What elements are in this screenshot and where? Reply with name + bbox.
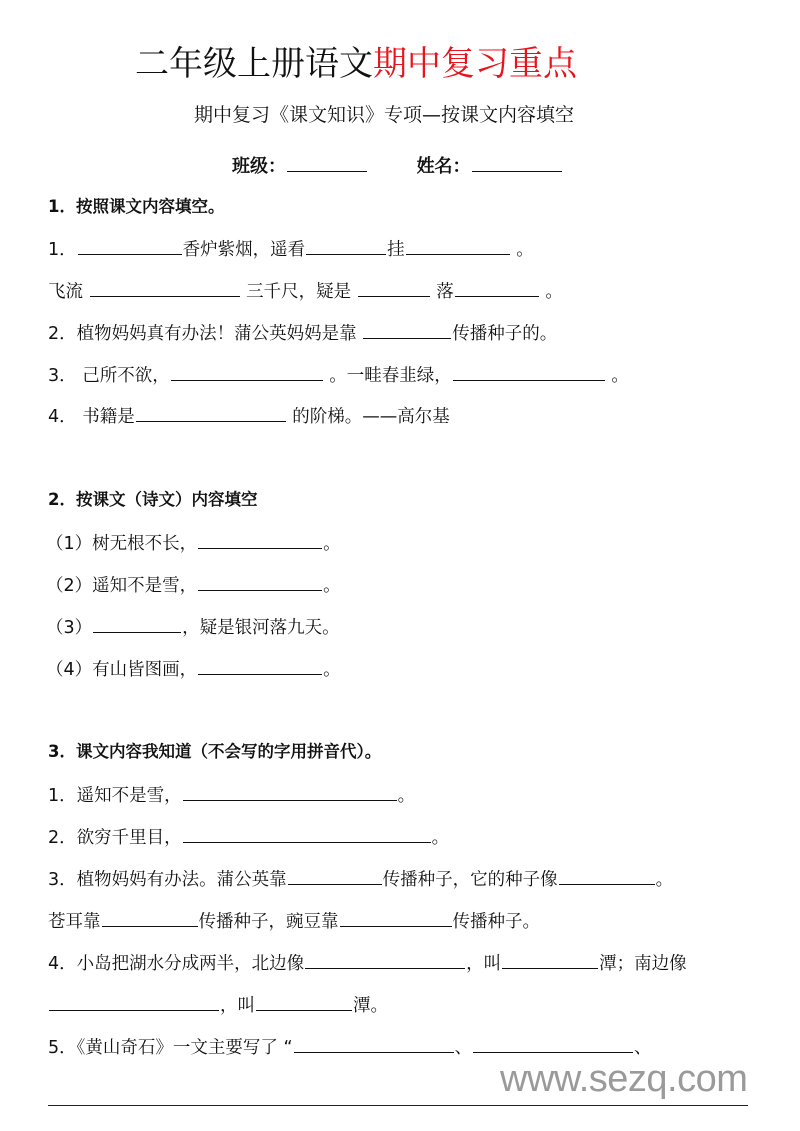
title-red: 期中复习重点	[373, 44, 577, 84]
class-label: 班级：	[232, 156, 286, 177]
class-blank[interactable]	[287, 153, 367, 172]
blank[interactable]	[93, 614, 181, 633]
blank[interactable]	[256, 992, 352, 1011]
name-label: 姓名：	[416, 156, 471, 177]
blank[interactable]	[102, 908, 198, 927]
blank[interactable]	[198, 530, 322, 549]
blank[interactable]	[502, 950, 598, 969]
blank[interactable]	[171, 362, 323, 381]
blank[interactable]	[358, 278, 430, 297]
s3-line-1: 1．遥知不是雪， 。	[48, 782, 415, 809]
blank[interactable]	[183, 824, 431, 843]
section3-heading: 3．课文内容我知道（不会写的字用拼音代）。	[48, 742, 382, 761]
blank[interactable]	[198, 656, 322, 675]
blank[interactable]	[49, 992, 219, 1011]
section1-heading: 1．按照课文内容填空。	[48, 197, 225, 216]
s3-line-7: 5．《黄山奇石》一文主要写了 “ 、 、	[48, 1034, 652, 1061]
blank[interactable]	[455, 278, 539, 297]
s3-line-4: 苍耳靠 传播种子，豌豆靠 传播种子。	[48, 908, 540, 935]
s2-item-4: （4）有山皆图画， 。	[46, 656, 341, 683]
s1-line-4: 3． 己所不欲， 。一畦春韭绿， 。	[48, 362, 629, 389]
blank[interactable]	[340, 908, 452, 927]
blank[interactable]	[294, 1034, 454, 1053]
blank[interactable]	[363, 320, 451, 339]
blank[interactable]	[406, 236, 510, 255]
s2-item-1: （1）树无根不长， 。	[46, 530, 341, 557]
s2-item-3: （3） ，疑是银河落九天。	[46, 614, 340, 641]
blank[interactable]	[453, 362, 605, 381]
watermark: www.sezq.com	[500, 1058, 748, 1100]
s3-line-5: 4．小岛把湖水分成两半，北边像 ，叫 潭；南边像	[48, 950, 687, 977]
s1-line-5: 4． 书籍是 的阶梯。——高尔基	[48, 403, 450, 430]
blank[interactable]	[305, 950, 465, 969]
section2-heading: 2．按课文（诗文）内容填空	[48, 490, 258, 509]
s3-line-2: 2．欲穷千里目， 。	[48, 824, 449, 851]
blank[interactable]	[473, 1034, 633, 1053]
blank[interactable]	[559, 866, 655, 885]
name-blank[interactable]	[472, 153, 562, 172]
student-info	[232, 153, 563, 180]
s3-line-3: 3．植物妈妈有办法。蒲公英靠 传播种子，它的种子像 。	[48, 866, 673, 893]
s1-line-2: 飞流 三千尺，疑是 落 。	[48, 278, 563, 305]
blank[interactable]	[306, 236, 386, 255]
title-black: 二年级上册语文	[135, 44, 373, 84]
blank[interactable]	[198, 572, 322, 591]
s1-line-1: 1． 香炉紫烟，遥看 挂 。	[48, 236, 534, 263]
blank[interactable]	[288, 866, 382, 885]
answer-line[interactable]	[48, 1105, 748, 1106]
blank[interactable]	[78, 236, 182, 255]
subtitle: 期中复习《课文知识》专项—按课文内容填空	[194, 104, 575, 126]
blank[interactable]	[183, 782, 397, 801]
s2-item-2: （2）遥知不是雪， 。	[46, 572, 341, 599]
page-title	[135, 42, 577, 86]
blank[interactable]	[136, 403, 286, 422]
s3-line-6: ，叫 潭。	[48, 992, 388, 1019]
blank[interactable]	[90, 278, 240, 297]
s1-line-3: 2．植物妈妈真有办法！蒲公英妈妈是靠 传播种子的。	[48, 320, 557, 347]
